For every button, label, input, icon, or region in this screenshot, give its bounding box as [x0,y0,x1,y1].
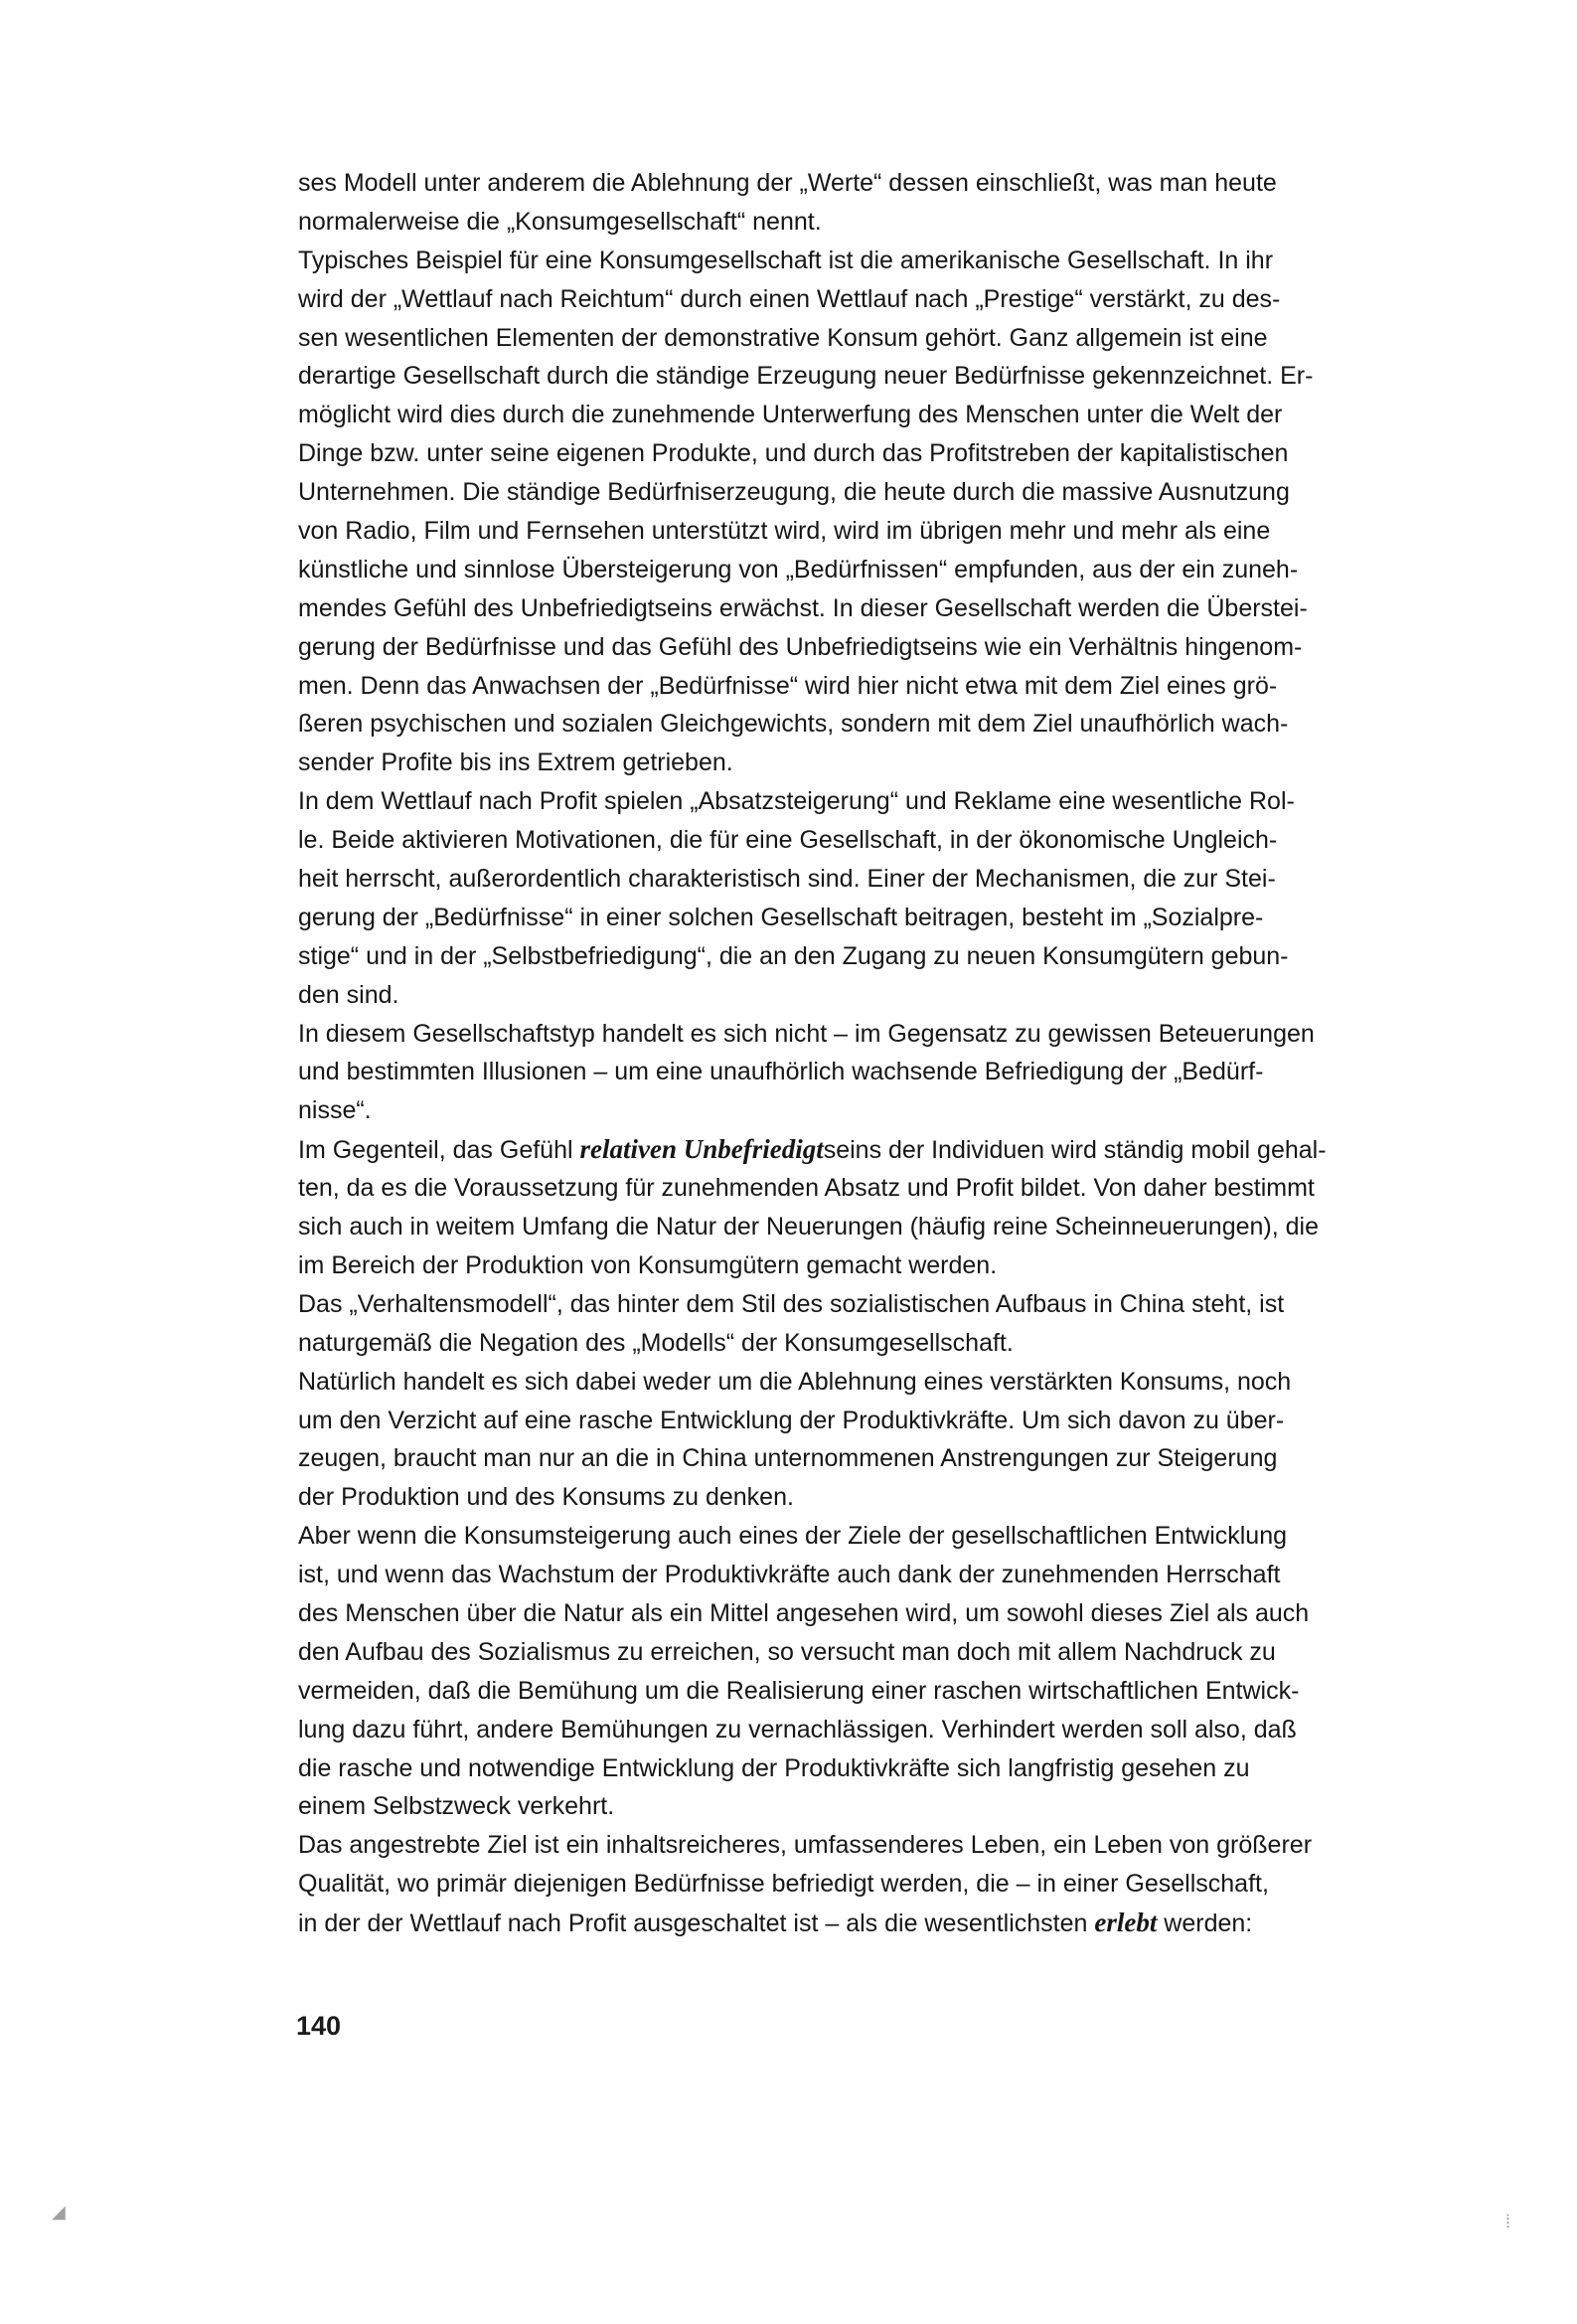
text-line [298,1594,1510,1633]
text-line [298,1478,1510,1517]
text-line [298,1053,1510,1091]
text-run: naturgemäß die Negation des „Modells“ der Konsumgesellschaft. [298,1328,1014,1357]
text-run: stige“ und in der „Selbstbefriedigung“, die an den Zugang zu neuen Konsumgütern gebun- [298,941,1289,970]
text-run: gerung der Bedürfnisse und das Gefühl des Unbefriedigtseins wie ein Verhältnis hingenom- [298,632,1303,661]
text-line [298,667,1510,706]
text-run: Aber wenn die Konsumsteigerung auch eines der Ziele der gesellschaftlichen Entwicklung [298,1522,1288,1551]
text-line [298,280,1510,319]
text-run: Im Gegenteil, das Gefühl [298,1136,580,1165]
text-line [298,1285,1510,1324]
text-line [298,1363,1510,1402]
text-run: um den Verzicht auf eine rasche Entwicklung der Produktivkräfte. Um sich davon zu über- [298,1406,1285,1434]
text-line [298,782,1510,821]
text-line [298,628,1510,667]
text-run: Natürlich handelt es sich dabei weder um die Ablehnung eines verstärkten Konsums, noch [298,1367,1292,1396]
text-line [298,1246,1510,1285]
text-line [298,1015,1510,1054]
text-run: seins der Individuen wird ständig mobil gehal- [823,1136,1327,1165]
text-run: gerung der „Bedürfnisse“ in einer solchen Gesellschaft beitragen, besteht im „Sozialpre- [298,903,1264,931]
text-line [298,1826,1510,1865]
text-run: Das „Verhaltensmodell“, das hinter dem Stil des sozialistischen Aufbaus in China steht, ist [298,1289,1285,1318]
body-text [298,164,1510,1942]
text-line [298,242,1510,280]
text-line [298,551,1510,589]
text-line [298,319,1510,358]
text-line [298,1324,1510,1363]
text-run: sich auch in weitem Umfang die Natur der Neuerungen (häufig reine Scheinneuerungen), die [298,1213,1320,1242]
text-line [298,434,1510,473]
text-run: Unternehmen. Die ständige Bedürfniserzeugung, die heute durch die massive Ausnutzung [298,478,1290,507]
scan-smudge: ◢ [52,2202,66,2222]
text-run: heit herrscht, außerordentlich charakteristisch sind. Einer der Mechanismen, die zur Stei- [298,865,1276,894]
text-run: den Aufbau des Sozialismus zu erreichen, so versucht man doch mit allem Nachdruck zu [298,1637,1276,1666]
text-line [298,203,1510,242]
text-line [298,164,1510,203]
text-run: vermeiden, daß die Bemühung um die Realisierung einer raschen wirtschaftlichen Entwick- [298,1676,1300,1705]
text-line [298,473,1510,512]
text-line [298,1749,1510,1788]
text-run: sen wesentlichen Elementen der demonstrative Konsum gehört. Ganz allgemein ist eine [298,323,1268,352]
text-line [298,899,1510,937]
text-line [298,357,1510,396]
text-run: möglicht wird dies durch die zunehmende Unterwerfung des Menschen unter die Welt der [298,401,1283,429]
text-run: zeugen, braucht man nur an die in China unternommenen Anstrengungen zur Steigerung [298,1444,1278,1473]
text-line [298,1091,1510,1130]
text-run: normalerweise die „Konsumgesellschaft“ nennt. [298,207,822,236]
text-run: sender Profite bis ins Extrem getrieben. [298,748,733,777]
text-run: werden: [1157,1909,1253,1938]
text-line [298,1130,1510,1169]
text-line [298,1517,1510,1556]
text-run: In diesem Gesellschaftstyp handelt es sich nicht – im Gegensatz zu gewissen Beteuerungen [298,1019,1315,1048]
text-run: künstliche und sinnlose Übersteigerung von „Bedürfnissen“ empfunden, aus der ein zuneh- [298,555,1299,583]
text-run: le. Beide aktivieren Motivationen, die für eine Gesellschaft, in der ökonomische Ungleich- [298,826,1278,855]
text-line [298,1672,1510,1711]
text-line [298,1169,1510,1208]
emphasized-text: erlebt [1094,1908,1158,1938]
text-run: den sind. [298,980,399,1009]
text-run: ßeren psychischen und sozialen Gleichgewichts, sondern mit dem Ziel unaufhörlich wach- [298,710,1289,739]
text-run: des Menschen über die Natur als ein Mittel angesehen wird, um sowohl dieses Ziel als auch [298,1598,1310,1627]
text-line [298,937,1510,976]
text-line [298,512,1510,551]
text-line [298,860,1510,899]
emphasized-text: relativen Unbefriedigt [579,1134,824,1165]
text-line [298,1556,1510,1594]
text-line [298,821,1510,860]
text-line [298,976,1510,1015]
text-run: der Produktion und des Konsums zu denken. [298,1483,794,1512]
text-run: men. Denn das Anwachsen der „Bedürfnisse“ wird hier nicht etwa mit dem Ziel eines grö- [298,671,1278,700]
text-line [298,1787,1510,1826]
text-run: im Bereich der Produktion von Konsumgütern gemacht werden. [298,1250,998,1279]
text-run: in der der Wettlauf nach Profit ausgeschaltet ist – als die wesentlichsten [298,1909,1095,1938]
text-run: Qualität, wo primär diejenigen Bedürfnisse befriedigt werden, die – in einer Gesellschaft, [298,1870,1269,1899]
text-run: derartige Gesellschaft durch die ständige Erzeugung neuer Bedürfnisse gekennzeichnet. Er- [298,362,1314,391]
text-line [298,1439,1510,1478]
text-run: nisse“. [298,1096,372,1125]
text-line [298,1904,1510,1942]
text-line [298,396,1510,434]
text-run: ten, da es die Voraussetzung für zunehmenden Absatz und Profit bildet. Von daher bestimmt [298,1174,1315,1203]
text-run: mendes Gefühl des Unbefriedigtseins erwächst. In dieser Gesellschaft werden die Überstei- [298,593,1308,622]
text-line [298,705,1510,744]
text-run: und bestimmten Illusionen – um eine unaufhörlich wachsende Befriedigung der „Bedürf- [298,1058,1264,1086]
text-line [298,1633,1510,1672]
text-run: Dinge bzw. unter seine eigenen Produkte, und durch das Profitstreben der kapitalistischen [298,439,1289,468]
text-line [298,1711,1510,1749]
text-run: von Radio, Film und Fernsehen unterstützt wird, wird im übrigen mehr und mehr als eine [298,517,1271,546]
text-run: wird der „Wettlauf nach Reichtum“ durch einen Wettlauf nach „Prestige“ verstärkt, zu des- [298,284,1281,313]
text-run: die rasche und notwendige Entwicklung der Produktivkräfte sich langfristig gesehen zu [298,1753,1250,1782]
text-run: ist, und wenn das Wachstum der Produktivkräfte auch dank der zunehmenden Herrschaft [298,1561,1281,1589]
text-line [298,1865,1510,1904]
text-line [298,1208,1510,1246]
text-run: lung dazu führt, andere Bemühungen zu vernachlässigen. Verhindert werden soll also, daß [298,1715,1297,1743]
page-number: 140 [296,2011,342,2041]
text-run: Typisches Beispiel für eine Konsumgesellschaft ist die amerikanische Gesellschaft. In ihr [298,246,1274,274]
text-run: In dem Wettlauf nach Profit spielen „Absatzsteigerung“ und Reklame eine wesentliche Rol- [298,787,1295,816]
text-run: ses Modell unter anderem die Ablehnung der „Werte“ dessen einschließt, was man heute [298,169,1277,197]
text-run: Das angestrebte Ziel ist ein inhaltsreicheres, umfassenderes Leben, ein Leben von größerer [298,1831,1313,1860]
text-line [298,589,1510,628]
text-run: einem Selbstzweck verkehrt. [298,1792,615,1821]
text-line [298,1402,1510,1440]
scan-smudge: ⁞ [1505,2212,1511,2232]
text-line [298,744,1510,782]
